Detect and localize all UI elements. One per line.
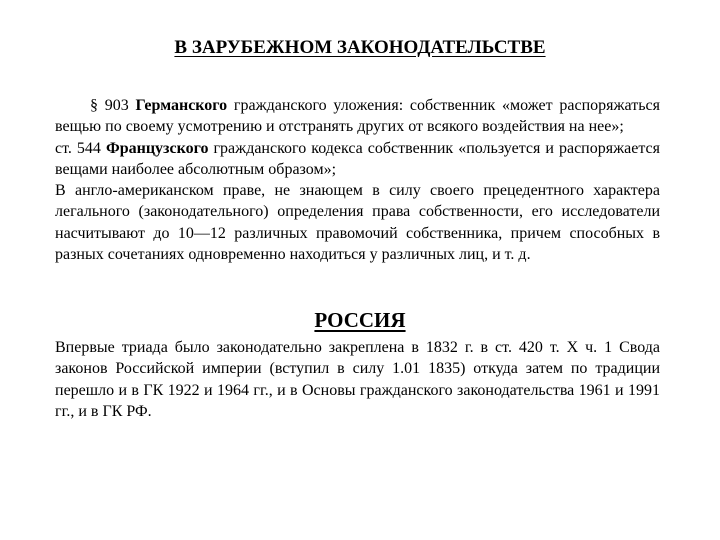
foreign-legislation-block — [55, 95, 660, 265]
germany-prefix: § 903 — [90, 97, 136, 114]
russia-block — [55, 337, 660, 422]
russia-heading: РОССИЯ — [314, 308, 406, 332]
anglo-american-paragraph: В англо-американском праве, не знающем в силу своего прецедентного характера легального (законодательного) определения права собственности, его исследователи насчитывают до 10—12 различных правомочий собственника, причем способных в разных сочетаниях одновременно находиться у различных лиц, и т. д. — [55, 182, 660, 264]
france-text: гражданского кодекса собственник «пользуется и распоряжается вещами наиболее абсолютным образом»; — [55, 139, 660, 178]
france-paragraph — [55, 138, 660, 181]
germany-text: гражданского уложения: собственник «может распоряжаться вещью по своему усмотрению и отстранять других от всякого воздействия на нее»; — [55, 97, 660, 136]
slide-title: В ЗАРУБЕЖНОМ ЗАКОНОДАТЕЛЬСТВЕ — [174, 37, 546, 58]
germany-country: Германского — [135, 97, 228, 114]
germany-paragraph — [55, 95, 660, 138]
france-country: Французского — [105, 139, 209, 157]
france-prefix: ст. 544 — [55, 139, 106, 157]
russia-paragraph: Впервые триада было законодательно закреплена в 1832 г. в ст. 420 т. X ч. 1 Свода законов Российской империи (вступил в силу 1.01 1835) откуда затем по традиции перешло и в ГК 1922 и 1964 гг., и в Основы гражданского законодательства 1961 и 1991 гг., и в ГК РФ. — [55, 339, 660, 420]
